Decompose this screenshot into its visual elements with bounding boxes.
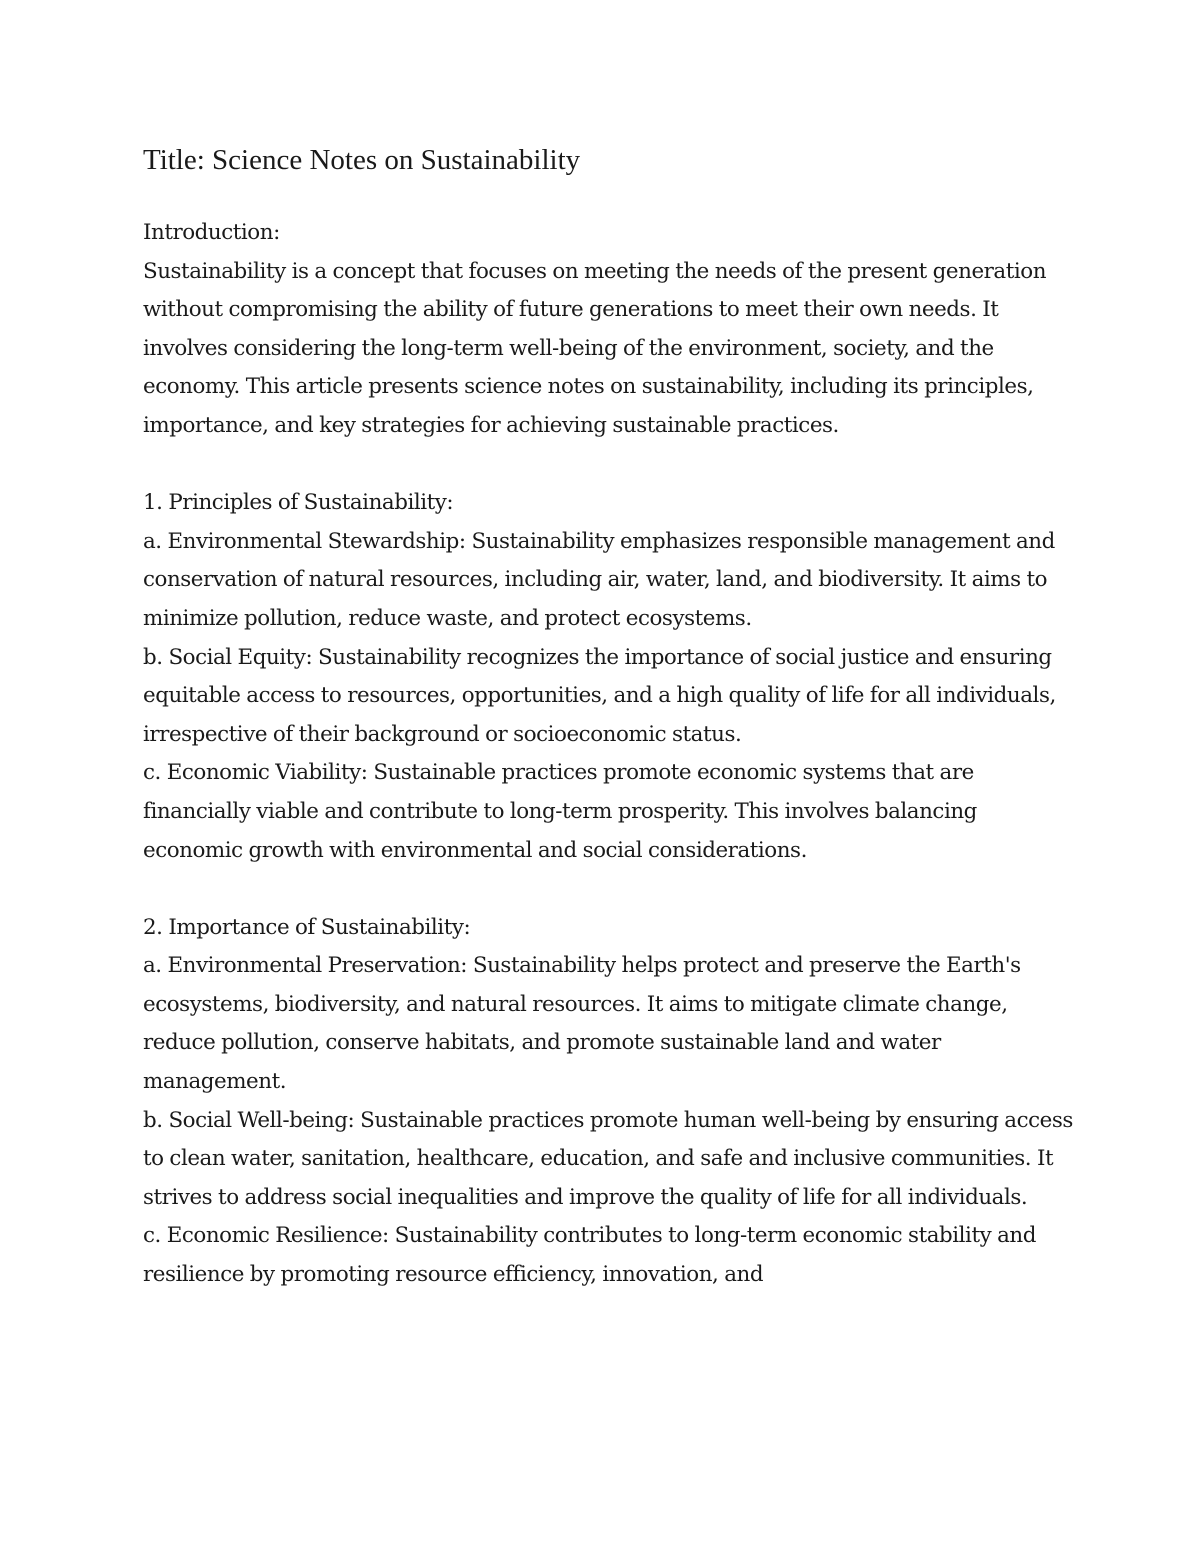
- principle-social-equity: b. Social Equity: Sustainability recognizes the importance of social justice and ensuring equitable access to resources, opportunities, and a high quality of life for all individuals, irrespective of their background or socioeconomic status.: [143, 644, 1056, 747]
- paragraph-spacer: [143, 870, 1073, 909]
- paragraph-spacer: [143, 446, 1073, 485]
- introduction-heading: Introduction:: [143, 220, 280, 245]
- principle-economic-viability: c. Economic Viability: Sustainable practices promote economic systems that are financially viable and contribute to long-term prosperity. This involves balancing economic growth with environmental and social considerations.: [143, 760, 977, 863]
- importance-environmental-preservation: a. Environmental Preservation: Sustainability helps protect and preserve the Earth's ecosystems, biodiversity, and natural resources. It aims to mitigate climate change, reduce pollution, conserve habitats, and promote sustainable land and water management.: [143, 953, 1021, 1095]
- section-heading-importance: 2. Importance of Sustainability:: [143, 914, 471, 940]
- document-body: [143, 140, 1073, 1295]
- principle-environmental-stewardship: a. Environmental Stewardship: Sustainability emphasizes responsible management and conservation of natural resources, including air, water, land, and biodiversity. It aims to minimize pollution, reduce waste, and protect ecosystems.: [143, 528, 1055, 631]
- importance-economic-resilience: c. Economic Resilience: Sustainability contributes to long-term economic stability and resilience by promoting resource efficiency, innovation, and: [143, 1223, 1036, 1288]
- importance-social-well-being: b. Social Well-being: Sustainable practices promote human well-being by ensuring access to clean water, sanitation, healthcare, education, and safe and inclusive communities. It strives to address social inequalities and improve the quality of life for all individuals.: [143, 1107, 1073, 1210]
- introduction-paragraph: Sustainability is a concept that focuses on meeting the needs of the present generation without compromising the ability of future generations to meet their own needs. It involves considering the long-term well-being of the environment, society, and the economy. This article presents science notes on sustainability, including its principles, importance, and key strategies for achieving sustainable practices.: [143, 258, 1047, 438]
- document-title: Title: Science Notes on Sustainability: [143, 144, 581, 176]
- section-heading-principles: 1. Principles of Sustainability:: [143, 490, 454, 516]
